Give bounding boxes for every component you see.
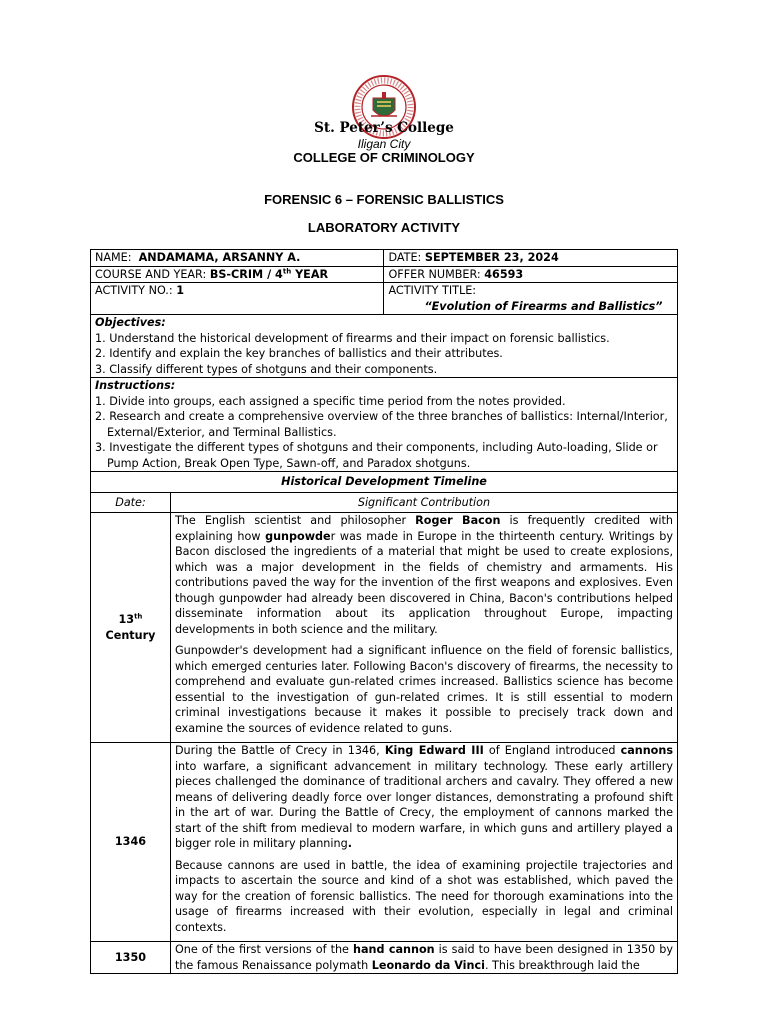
activity-title-value: “Evolution of Firearms and Ballistics” (424, 299, 663, 313)
contribution-paragraph: During the Battle of Crecy in 1346, King Edward III of England introduced cannons into warfare, a significant advancement in military technology. These early artillery pieces challenged the dominance of traditional archers and cavalry. They offered a new means of delivering deadly force over longer distances, demonstrating a profound shift in the art of war. During the Battle of Crecy, the employment of cannons marked the start of the shift from medieval to modern warfare, in which guns and artillery played a bigger role in military planning. (174, 744, 673, 850)
timeline-title: Historical Development Timeline (91, 472, 678, 493)
instructions-heading: Instructions: (95, 379, 176, 392)
objectives-heading: Objectives: (95, 316, 166, 329)
course-value: BS-CRIM / 4th YEAR (209, 266, 329, 281)
date-label: DATE: (388, 251, 422, 264)
course-cell (91, 266, 384, 283)
timeline-col-date: Date: (91, 492, 171, 513)
activity-no-cell (91, 283, 384, 315)
objectives-row (91, 315, 678, 378)
timeline-contribution (170, 513, 677, 743)
name-label: NAME: (95, 251, 132, 264)
contribution-paragraph: Because cannons are used in battle, the idea of examining projectile trajectories and impacts to ascertain the source and kind of a shot was established, which paved the way for the creation of forensic ballistics. The need for thorough examinations into the usage of firearms increased with their evolution, especially in legal and criminal contexts. (174, 858, 673, 934)
objective-item: 3. Classify different types of shotguns and their components. (95, 362, 438, 376)
objective-item: 2. Identify and explain the key branches of ballistics and their attributes. (95, 347, 503, 360)
timeline-contribution (170, 743, 677, 942)
timeline-row (91, 513, 678, 743)
contribution-paragraph: One of the first versions of the hand cannon is said to have been designed in 1350 by the famous Renaissance polymath Leonardo da Vinci. This breakthrough laid the (174, 943, 674, 972)
college-city: Iligan City (357, 137, 411, 151)
info-row-name (91, 250, 678, 267)
timeline-row (91, 743, 678, 942)
contribution-paragraph: The English scientist and philosopher Roger Bacon is frequently credited with explaining how gunpowder was made in Europe in the thirteenth century. Writings by Bacon disclosed the ingredients of a material that might be used to create explosions, which was a major development in the fields of chemistry and armaments. His contributions paved the way for the invention of the first weapons and explosives. Even though gunpowder had already been discovered in China, Bacon's contributions helped disseminate information about its application throughout Europe, impacting developments in both science and the military. (174, 514, 673, 636)
date-value: SEPTEMBER 23, 2024 (424, 251, 559, 264)
instructions-row (91, 378, 678, 472)
info-row-course (91, 266, 678, 283)
activity-no-label: ACTIVITY NO.: (95, 284, 173, 297)
timeline-date: 1346 (91, 743, 171, 942)
contribution-paragraph: Gunpowder's development had a significant influence on the field of forensic ballistics, which emerged centuries later. Following Bacon's discovery of firearms, the necessity to comprehend and evaluate gun-related crimes increased. Ballistics science has become essential to the investigation of gun-related crimes. It is still essential to modern criminal investigations because it makes it possible to precisely track down and examine the sources of evidence related to guns. (174, 644, 673, 735)
activity-form-table (90, 249, 678, 974)
timeline-contribution (170, 942, 677, 974)
activity-no-value: 1 (176, 284, 184, 297)
timeline-date: 1350 (91, 942, 171, 974)
info-row-activity (91, 283, 678, 315)
name-cell (91, 250, 384, 267)
timeline-row (91, 942, 678, 974)
objective-item: 1. Understand the historical development of firearms and their impact on forensic ballistics. (95, 331, 610, 345)
timeline-col-contribution: Significant Contribution (170, 492, 677, 513)
course-title: FORENSIC 6 – FORENSIC BALLISTICS (264, 192, 504, 207)
date-cell (384, 250, 678, 267)
instruction-item: 2. Research and create a comprehensive overview of the three branches of ballistics: Internal/Interior, External/Exterior, and Terminal Ballistics. (95, 410, 668, 439)
name-value: ANDAMAMA, ARSANNY A. (138, 251, 301, 264)
offer-cell (384, 266, 678, 283)
objectives-cell (91, 315, 678, 378)
offer-label: OFFER NUMBER: (388, 267, 481, 281)
department-title: COLLEGE OF CRIMINOLOGY (293, 150, 475, 165)
instructions-cell (91, 378, 678, 472)
timeline-header-row (91, 492, 678, 513)
timeline-title-row (91, 472, 678, 493)
instruction-item: 3. Investigate the different types of shotguns and their components, including Auto-loading, Slide or Pump Action, Break Open Type, Sawn-off, and Paradox shotguns. (95, 441, 658, 470)
course-label: COURSE AND YEAR: (95, 267, 207, 281)
activity-title-cell (384, 283, 678, 315)
offer-value: 46593 (484, 267, 524, 281)
instruction-item: 1. Divide into groups, each assigned a specific time period from the notes provided. (95, 394, 566, 408)
college-name: St. Peter’s College (314, 120, 454, 136)
timeline-date: 13th Century (91, 513, 171, 743)
activity-type: LABORATORY ACTIVITY (307, 220, 461, 235)
activity-title-label: ACTIVITY TITLE: (388, 284, 477, 297)
